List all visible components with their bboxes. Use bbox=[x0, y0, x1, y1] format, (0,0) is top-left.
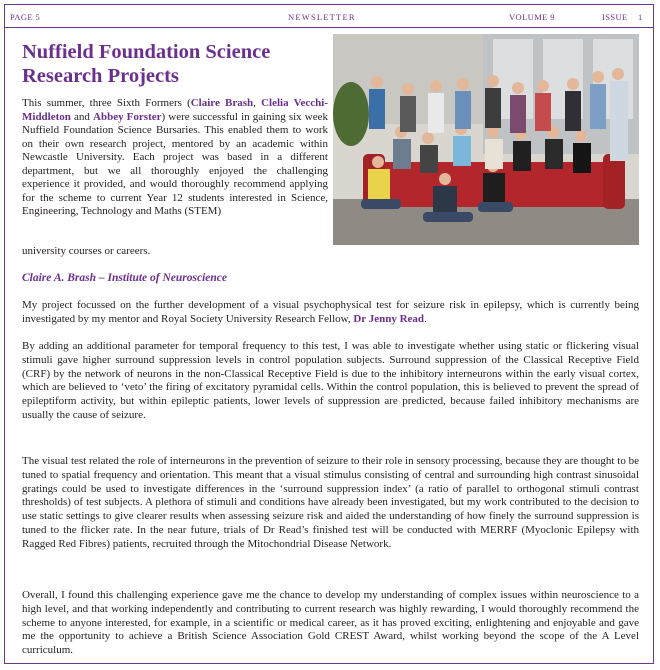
intro-separator: , bbox=[253, 97, 262, 109]
intro-paragraph bbox=[22, 97, 328, 219]
intro-tail: university courses or careers. bbox=[22, 245, 151, 257]
group-photo bbox=[333, 34, 639, 245]
newsletter-label: NEWSLETTER bbox=[288, 12, 356, 22]
paragraph-end: . bbox=[424, 312, 427, 325]
issue-label: ISSUE bbox=[602, 12, 628, 22]
intro-lead: This summer, three Sixth Formers ( bbox=[22, 97, 191, 109]
intro-separator: and bbox=[70, 110, 94, 123]
issue-number: 1 bbox=[638, 12, 643, 22]
volume-label: VOLUME 9 bbox=[509, 12, 555, 22]
page-number: PAGE 5 bbox=[10, 12, 41, 22]
section-heading: Claire A. Brash – Institute of Neuroscience bbox=[22, 272, 227, 284]
body-paragraph-4: Overall, I found this challenging experience gave me the chance to develop my understanding of complex issues within neuroscience to a high level, and that working independently and contributing to current research was highly rewarding, I would thoroughly recommend the scheme to anyone interested, for example, in a scientific or medical career, as it has proved exciting, enlightening and enjoyable and gave me the opportunity to achieve a British Science Association Gold CREST Award, whilst working beyond the scope of the A Level curriculum. bbox=[22, 589, 639, 657]
body-paragraph-1 bbox=[22, 299, 639, 327]
body-paragraph-2: By adding an additional parameter for temporal frequency to this test, I was able to investigate whether using static or flickering visual stimuli gave higher surround suppression levels in control population subjects. Surround suppression of the Classical Receptive Field (CRF) by the network of neurons in the non-Classical Receptive Field is due to the inhibitory interneurons within the early visual cortex, which are believed to ‘veto’ the firing of excitatory pyramidal cells. Within the control population, this is believed to prevent the spread of epileptiform activity, but within epileptic patients, lower levels of suppression are predicted, because failed inhibitory mechanisms are usually the cause of seizure. bbox=[22, 340, 639, 421]
student-name-abbey: Abbey Forster bbox=[93, 110, 162, 123]
body-paragraph-3: The visual test related the role of interneurons in the prevention of seizure to their role in sensory processing, because they are thought to be tuned to spatial frequency and orientation. This meant that a visual stimulus consisting of central and surrounding high contrast sinusoidal gratings could be used to investigate differences in the ‘surround suppression index’ (a ratio of parallel to orthogonal stimuli contrast thresholds) of test subjects. A plethora of stimuli and conditions have already been investigated, but my work contributed to the decision to use static settings to give clearer results when assessing seizure risk and aided the understanding of how finely the surround suppression is tuned to the flicker rate. In the near future, trials of Dr Read’s finished test will be conducted with MERRF (Myoclonic Epilepsy with Ragged Red Fibres) patients, recruited through the Mitochondrial Disease Network. bbox=[22, 455, 639, 550]
student-name-claire: Claire Brash bbox=[190, 97, 254, 109]
article-title: Nuffield Foundation Science Research Projects bbox=[22, 41, 271, 87]
newsletter-header bbox=[4, 4, 654, 28]
paragraph-text: My project focussed on the further development of a visual psychophysical test for seizure risk in epilepsy, which is currently being investigated by my mentor and Royal Society University Research Fellow, bbox=[22, 299, 639, 325]
intro-body: ) were successful in gaining six week Nuffield Foundation Science Bursaries. This enabled them to work on their own research project, mentored by an academic within Newcastle University. Each project was based in a different department, but we all thoroughly enjoyed the challenging experience it provided, and would thoroughly recommend applying for the scheme to current Year 12 students interested in Science, Engineering, Technology and Maths (STEM) bbox=[22, 110, 328, 217]
mentor-name: Dr Jenny Read bbox=[353, 312, 425, 325]
student-name-clelia: Clelia Vecchi-Middleton bbox=[22, 97, 328, 123]
